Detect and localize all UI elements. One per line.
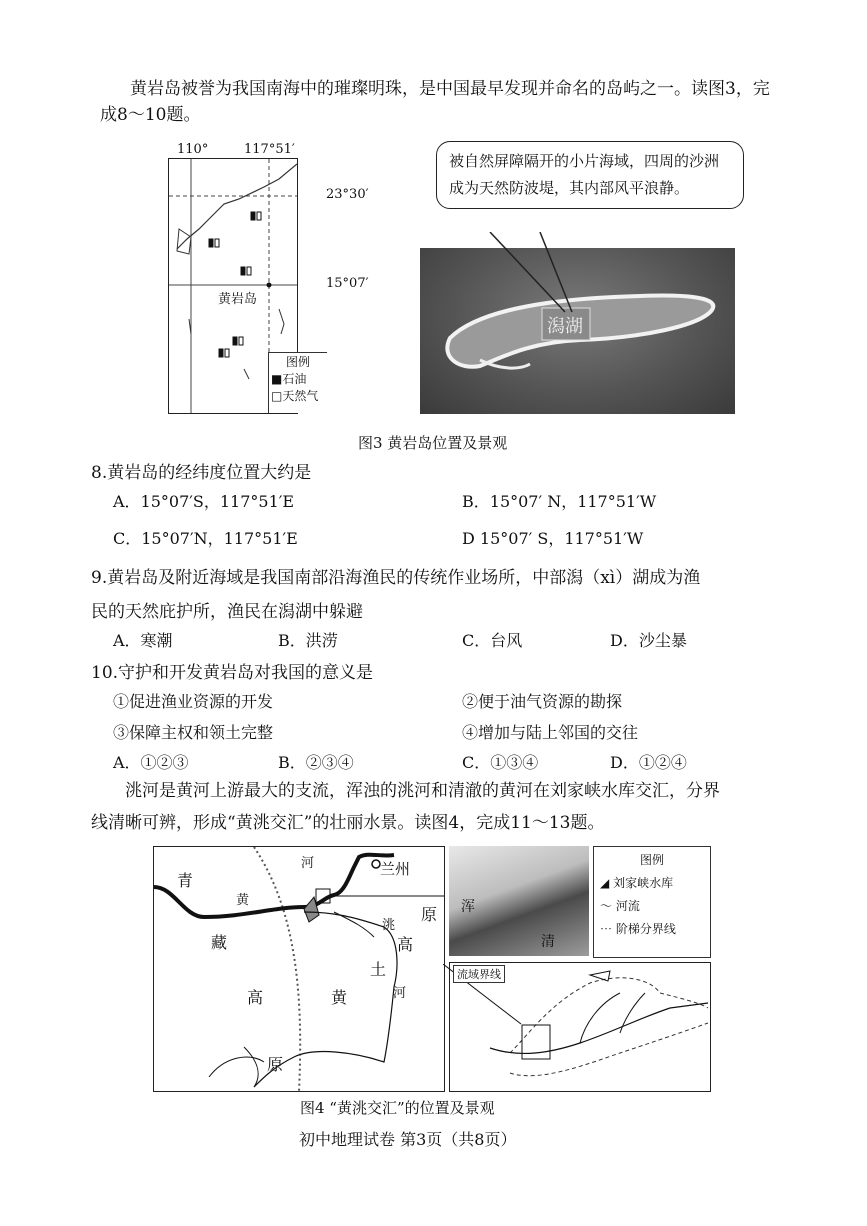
page-footer: 初中地理试卷 第3页（共8页） — [299, 1130, 517, 1149]
longitude-117: 117°51′ — [244, 142, 295, 157]
q9-option-c: C．台风 — [462, 631, 523, 650]
intro-paragraph-2-line2: 线清晰可辨，形成“黄洮交汇”的壮丽水景。读图4，完成11～13题。 — [91, 813, 605, 833]
huangyan-dot — [267, 283, 272, 288]
label-lanzhou: 兰州 — [380, 860, 411, 878]
label-gao2: 高 — [397, 935, 414, 954]
q10-option-b: B．②③④ — [278, 753, 354, 772]
q8-option-c: C．15°07′N，117°51′E — [113, 529, 298, 548]
legend-title: 图例 — [285, 355, 310, 369]
label-hun: 浑 — [461, 899, 475, 915]
legend4-step: ⋯ 阶梯分界线 — [600, 922, 676, 936]
q9-option-a: A．寒潮 — [113, 631, 173, 650]
q10-option-c: C．①③④ — [462, 753, 539, 772]
q9-stem-line2: 民的天然庇护所，渔民在潟湖中躲避 — [91, 602, 363, 622]
label-zang: 藏 — [211, 933, 228, 952]
legend-gas: □天然气 — [271, 389, 319, 403]
map-legend — [268, 352, 327, 413]
label-tu: 土 — [370, 960, 387, 979]
label-huang-river: 黄 — [236, 893, 250, 908]
label-gao1: 高 — [247, 988, 264, 1007]
label-yuan1: 原 — [267, 1055, 284, 1074]
lanzhou-dot — [372, 860, 380, 868]
q9-option-b: B．洪涝 — [278, 631, 338, 650]
island-label: 黄岩岛 — [218, 292, 258, 307]
q8-option-d: D 15°07′ S，117°51′W — [462, 529, 644, 548]
basin-boundary-label: 流域界线 — [453, 965, 505, 983]
q10-stem: 10.守护和开发黄岩岛对我国的意义是 — [91, 663, 374, 683]
longitude-110: 110° — [177, 142, 209, 157]
intro-paragraph-1: 黄岩岛被誉为我国南海中的璀璨明珠，是中国最早发现并命名的岛屿之一。读图3，完成8～10题。 — [100, 79, 770, 125]
latitude-23: 23°30′ — [326, 187, 369, 202]
intro-paragraph-2-line1: 洮河是黄河上游最大的支流，浑浊的洮河和清澈的黄河在刘家峡水库交汇，分界 — [125, 781, 720, 801]
step-boundary-icon: ⋯ — [600, 922, 613, 936]
q8-option-a: A．15°07′S，117°51′E — [113, 492, 295, 511]
label-huang2: 黄 — [331, 988, 348, 1007]
q8-stem: 8.黄岩岛的经纬度位置大约是 — [91, 463, 312, 483]
confluence-map-svg — [154, 847, 444, 1091]
q10-option-d: D．①②④ — [610, 753, 687, 772]
river-icon: ～ — [600, 899, 613, 913]
latitude-15: 15°07′ — [326, 276, 369, 291]
description-bubble: 被自然屏障隔开的小片海域，四周的沙洲成为天然防波堤，其内部风平浪静。 — [436, 141, 744, 209]
label-tao: 洮 — [382, 918, 396, 933]
legend4-river: ～ 河流 — [600, 899, 640, 913]
legend4-title: 图例 — [639, 853, 664, 867]
q10-statement-2: ②便于油气资源的勘探 — [462, 692, 623, 711]
label-yuan2: 原 — [421, 905, 438, 924]
q10-option-a: A．①②③ — [113, 753, 189, 772]
map-yellow-tao-confluence — [153, 846, 445, 1092]
figure-4-caption: 图4 “黄洮交汇”的位置及景观 — [300, 1099, 495, 1117]
q10-statement-3: ③保障主权和领土完整 — [113, 723, 274, 742]
q10-statement-1: ①促进渔业资源的开发 — [113, 692, 274, 711]
q8-option-b: B．15°07′ N，117°51′W — [462, 492, 657, 511]
figure-3-caption: 图3 黄岩岛位置及景观 — [358, 434, 508, 452]
figure4-legend — [593, 846, 711, 958]
q10-statement-4: ④增加与陆上邻国的交往 — [462, 723, 639, 742]
label-qing: 青 — [177, 871, 194, 890]
q9-option-d: D．沙尘暴 — [610, 631, 687, 650]
legend-oil: ■石油 — [271, 372, 307, 386]
reservoir-icon: ◢ — [600, 876, 610, 890]
lagoon-label: 潟湖 — [547, 316, 583, 337]
label-he2: 河 — [393, 986, 407, 1001]
bubble-pointer — [480, 232, 640, 322]
q9-stem-line1: 9.黄岩岛及附近海域是我国南部沿海渔民的传统作业场所，中部潟（xì）湖成为渔 — [91, 568, 701, 588]
legend4-reservoir: ◢ 刘家峡水库 — [600, 876, 674, 890]
label-qing-water: 清 — [541, 934, 555, 950]
label-he: 河 — [301, 856, 315, 871]
